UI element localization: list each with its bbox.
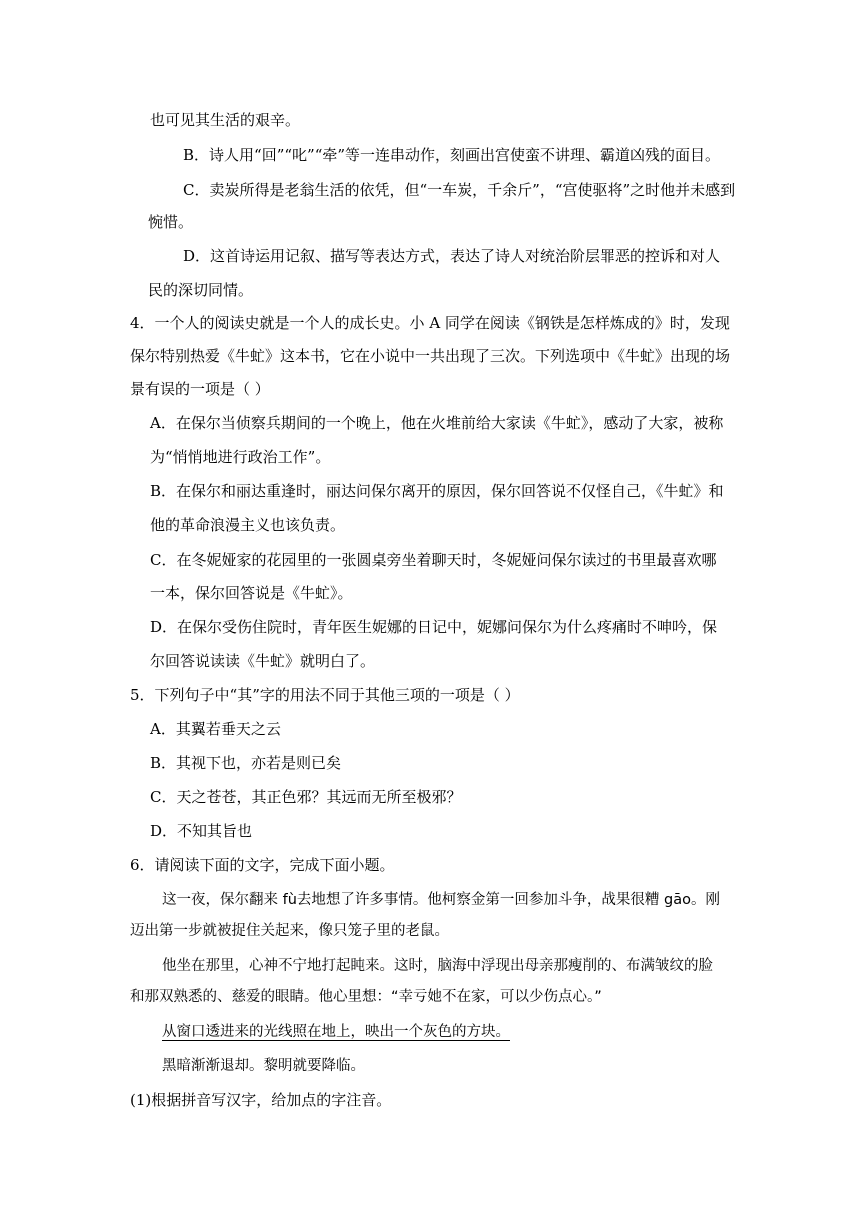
q5-option-c: C．天之苍苍，其正色邪？其远而无所至极邪？ — [150, 788, 462, 806]
q4-option-a-line1: A．在保尔当侦察兵期间的一个晚上，他在火堆前给大家读《牛虻》，感动了大家，被称 — [150, 414, 724, 432]
q3-option-c-line1: C．卖炭所得是老翁生活的依凭，但“一车炭，千余斤”，“宫使驱将”之时他并未感到 — [183, 181, 736, 199]
q5-option-d: D．不知其旨也 — [150, 822, 253, 840]
q4-stem-line1: 4．一个人的阅读史就是一个人的成长史。小 A 同学在阅读《钢铁是怎样炼成的》时，发现 — [130, 314, 730, 332]
passage-para2-line2: 和那双熟悉的、慈爱的眼睛。他心里想：“幸亏她不在家，可以少伤点心。” — [130, 989, 602, 1005]
q5-stem: 5．下列句子中“其”字的用法不同于其他三项的一项是（ ） — [130, 686, 520, 704]
q3-option-d-line1: D．这首诗运用记叙、描写等表达方式，表达了诗人对统治阶层罪恶的控诉和对人 — [183, 247, 721, 265]
q3-option-b: B．诗人用“回”“叱”“牵”等一连串动作，刻画出宫使蛮不讲理、霸道凶残的面目。 — [183, 146, 721, 164]
q6-subquestion-1: (1)根据拼音写汉字，给加点的字注音。 — [130, 1091, 392, 1109]
q6-stem: 6．请阅读下面的文字，完成下面小题。 — [130, 856, 395, 874]
q4-stem-line2: 保尔特别热爱《牛虻》这本书，它在小说中一共出现了三次。下列选项中《牛虻》出现的场 — [130, 347, 731, 365]
q4-stem-line3: 景有误的一项是（ ） — [130, 380, 270, 398]
q3-option-d-line2: 民的深切同情。 — [148, 281, 254, 299]
q4-option-d-line1: D．在保尔受伤住院时，青年医生妮娜的日记中，妮娜问保尔为什么疼痛时不呻吟，保 — [150, 618, 718, 636]
q5-option-a: A．其翼若垂天之云 — [150, 720, 281, 738]
passage-underlined-sentence: 从窗口透进来的光线照在地上，映出一个灰色的方块。 — [162, 1024, 510, 1040]
q4-option-b-line1: B．在保尔和丽达重逢时，丽达问保尔离开的原因，保尔回答说不仅怪自己，《牛虻》和 — [150, 482, 724, 500]
q4-option-c-line1: C．在冬妮娅家的花园里的一张圆桌旁坐着聊天时，冬妮娅问保尔读过的书里最喜欢哪 — [150, 551, 717, 569]
passage-para2-line1: 他坐在那里，心神不宁地打起盹来。这时，脑海中浮现出母亲那瘦削的、布满皱纹的脸 — [162, 958, 713, 974]
q3-option-a-continuation: 也可见其生活的艰辛。 — [150, 111, 301, 129]
q4-option-b-line2: 他的革命浪漫主义也该负责。 — [150, 516, 346, 534]
q3-option-c-line2: 惋惜。 — [148, 213, 194, 231]
passage-para1-line2: 迈出第一步就被捉住关起来，像只笼子里的老鼠。 — [130, 923, 449, 939]
passage-para4: 黑暗渐渐退却。黎明就要降临。 — [162, 1058, 365, 1074]
q5-option-b: B．其视下也，亦若是则已矣 — [150, 754, 342, 772]
q4-option-c-line2: 一本，保尔回答说是《牛虻》。 — [150, 584, 353, 602]
q4-option-d-line2: 尔回答说读读《牛虻》就明白了。 — [150, 652, 376, 670]
q4-option-a-line2: 为“悄悄地进行政治工作”。 — [150, 448, 331, 466]
passage-para1-line1: 这一夜，保尔翻来 fù去地想了许多事情。他柯察金第一回参加斗争，战果很糟 gāo。刚 — [162, 892, 720, 908]
